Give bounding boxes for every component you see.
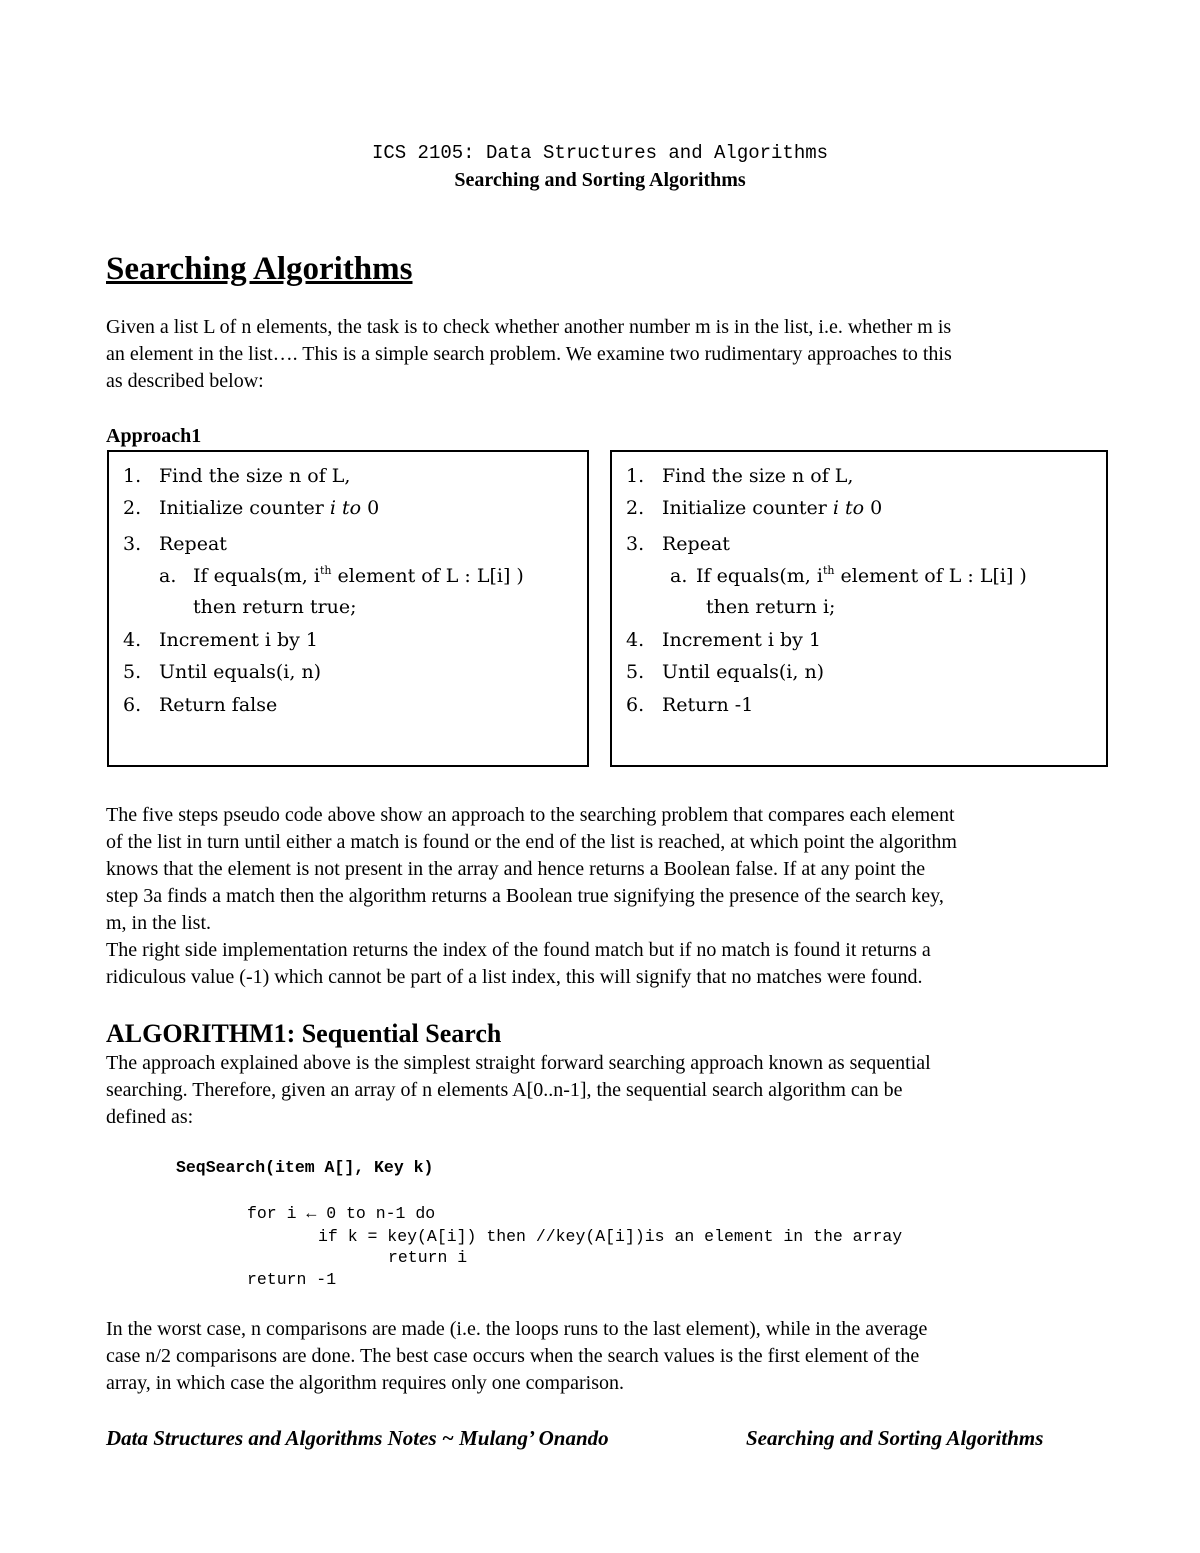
algorithm-intro-line: searching. Therefore, given an array of n elements A[0..n-1], the sequential search algorithm can be [106,1079,903,1101]
algorithm-title: ALGORITHM1: Sequential Search [106,1019,502,1048]
explanation-line: m, in the list. [106,912,211,934]
step-3a-then: then return true; [193,596,357,618]
explanation-line: The five steps pseudo code above show an approach to the searching problem that compares each element [106,804,955,826]
analysis-paragraph [106,1316,1112,1397]
code-line: if k = key(A[i]) then //key(A[i])is an element in the array [318,1227,903,1246]
section-title: Searching Algorithms [106,251,413,287]
code-signature: SeqSearch(item A[], Key k) [176,1158,434,1177]
intro-line: Given a list L of n elements, the task is to check whether another number m is in the list, i.e. whether m is [106,316,952,338]
explanation-line: The right side implementation returns the index of the found match but if no match is found it returns a [106,939,931,961]
algorithm-intro-line: The approach explained above is the simplest straight forward searching approach known as sequential [106,1052,931,1074]
document-subtitle: Searching and Sorting Algorithms [454,169,746,191]
footer-right: Searching and Sorting Algorithms [746,1426,1044,1450]
code-line: for i ← 0 to n-1 do [247,1204,436,1223]
step-3a-then: then return i; [706,596,836,618]
pseudocode-box-boolean: 1. Find the size n of L, 2. Initialize counter i to 0 3. Repeat a. If equals(m, $i^{th}$ element of L : L[i] ) then return true; 4. Increment i by 1 5. Until equals(i, n) 6. Return false [107,450,589,767]
explanation-line: step 3a finds a match then the algorithm returns a Boolean true signifying the presence of the search key, [106,885,944,907]
analysis-line: In the worst case, n comparisons are made (i.e. the loops runs to the last element), while in the average [106,1318,928,1340]
intro-line: as described below: [106,370,264,392]
explanation-line: knows that the element is not present in the array and hence returns a Boolean false. If at any point the [106,858,926,880]
approach-label: Approach1 [106,425,202,447]
analysis-line: array, in which case the algorithm requires only one comparison. [106,1372,624,1394]
algorithm-intro [106,1050,1112,1131]
explanation-paragraph [106,802,1112,991]
pseudocode-box-index: 1. Find the size n of L, 2. Initialize counter i to 0 3. Repeat a. If equals(m, $i^{th}$ element of L : L[i] ) then return i; 4. Increment i by 1 5. Until equals(i, n) 6. Return -1 [610,450,1108,767]
intro-paragraph [106,314,1112,395]
explanation-line: of the list in turn until either a match is found or the end of the list is reached, at which point the algorithm [106,831,957,853]
footer-left: Data Structures and Algorithms Notes ~ Mulang’ Onando [106,1426,609,1450]
code-line: return -1 [247,1270,337,1289]
code-line: return i [388,1248,468,1267]
course-title: ICS 2105: Data Structures and Algorithms [371,142,829,164]
analysis-line: case n/2 comparisons are done. The best case occurs when the search values is the first element of the [106,1345,920,1367]
explanation-line: ridiculous value (-1) which cannot be part of a list index, this will signify that no matches were found. [106,966,923,988]
intro-line: an element in the list…. This is a simple search problem. We examine two rudimentary approaches to this [106,343,952,365]
algorithm-intro-line: defined as: [106,1106,194,1128]
